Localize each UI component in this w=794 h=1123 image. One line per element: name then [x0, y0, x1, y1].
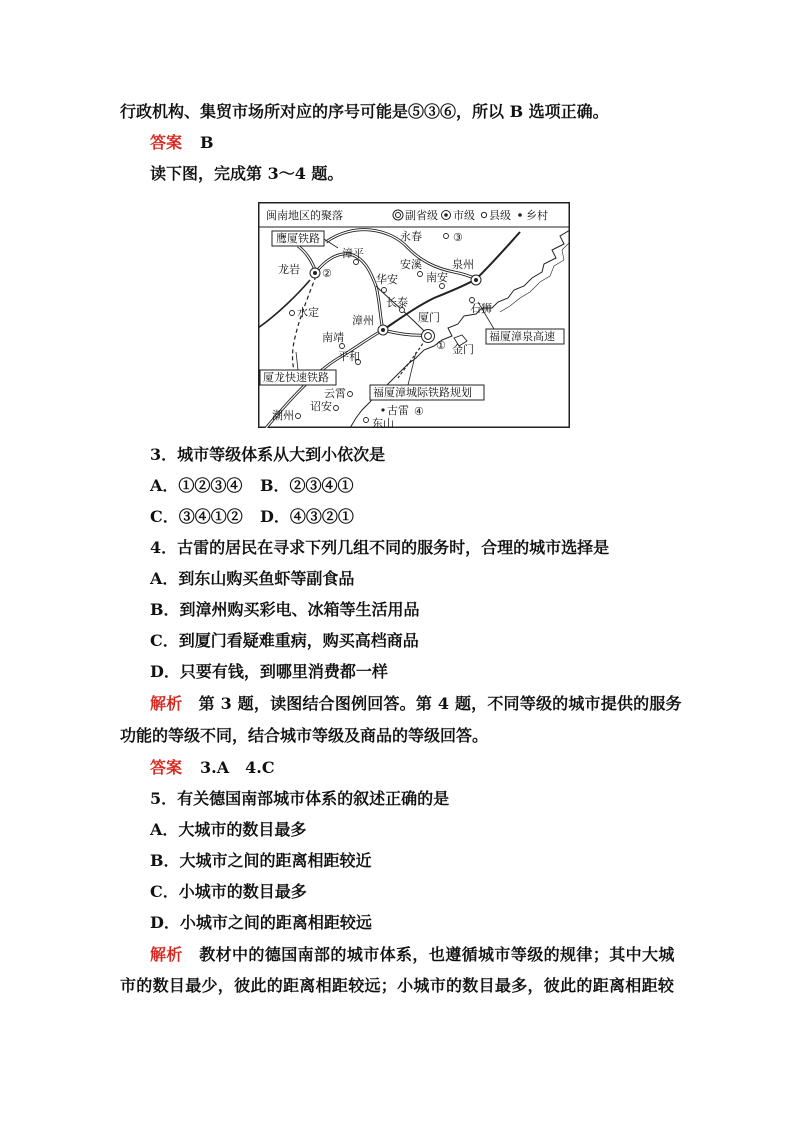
explanation-label: 解析 — [150, 694, 183, 713]
legend-label-county: 县级 — [489, 209, 511, 222]
answer-line-q3-4 — [150, 757, 275, 779]
q5-option-b: B．大城市之间的距离相距较近 — [150, 851, 372, 870]
svg-text:福厦漳城际铁路规划: 福厦漳城际铁路规划 — [373, 386, 472, 399]
answer-label: 答案 — [150, 133, 183, 152]
place-nanjing: 南靖 — [322, 331, 344, 344]
q4-option-b: B．到漳州购买彩电、冰箱等生活用品 — [150, 600, 420, 619]
anxi-symbol — [418, 272, 423, 277]
place-gulei: 古雷 — [387, 404, 409, 417]
q3-4-explanation-line-2: 功能的等级不同，结合城市等级及商品的等级回答。 — [120, 726, 489, 745]
intercity-railway-plan-label-box — [370, 385, 484, 400]
xiamen-symbol — [422, 330, 435, 343]
legend-label-village: 乡村 — [526, 209, 548, 222]
zhangzhou-symbol — [378, 325, 388, 335]
place-pinghe: 平和 — [338, 350, 360, 363]
place-nanan: 南安 — [426, 271, 448, 284]
dongshan-symbol — [364, 418, 369, 423]
longyan-symbol — [310, 268, 320, 278]
q3-stem: 3．城市等级体系从大到小依次是 — [150, 445, 386, 464]
q4-option-a: A．到东山购买鱼虾等副食品 — [150, 569, 355, 588]
q5-stem: 5．有关德国南部城市体系的叙述正确的是 — [150, 789, 450, 808]
place-zhangzhou: 漳州 — [352, 314, 374, 327]
yongchun-symbol — [444, 234, 449, 239]
huaan-symbol — [382, 288, 387, 293]
place-zhangping: 漳平 — [342, 247, 364, 260]
q3-option-b: B．②③④① — [260, 476, 354, 495]
legend-label-prefecture: 市级 — [453, 209, 475, 222]
place-zhaoan: 诏安 — [310, 400, 332, 413]
q3-option-a: A．①②③④ — [150, 476, 243, 495]
place-huaan: 华安 — [376, 273, 398, 286]
place-yongchun: 永春 — [400, 230, 422, 243]
place-shishi: 石狮 — [470, 302, 492, 315]
place-yongding: 水定 — [297, 306, 319, 319]
zhaoan-symbol — [334, 406, 339, 411]
nanan-symbol — [440, 284, 445, 289]
place-xiamen: 厦门 — [418, 311, 440, 324]
q5-option-a: A．大城市的数目最多 — [150, 820, 307, 839]
yunxiao-symbol — [348, 392, 353, 397]
place-dongshan: 东山 — [372, 417, 394, 428]
yongding-symbol — [290, 311, 295, 316]
q3-options-row-2 — [150, 506, 354, 528]
q5-option-d: D．小城市之间的距离相距较远 — [150, 913, 372, 932]
q5-explanation-line-1 — [150, 944, 675, 966]
place-longyan: 龙岩 — [278, 263, 300, 276]
yingxia-railway-label-box — [272, 231, 324, 246]
q4-option-c: C．到厦门看疑难重病，购买高档商品 — [150, 631, 419, 650]
marker-4: ④ — [414, 405, 424, 418]
place-quanzhou: 泉州 — [452, 258, 474, 271]
answer-label: 答案 — [150, 758, 183, 777]
chaozhou-symbol — [296, 414, 301, 419]
place-changtai: 长泰 — [386, 296, 408, 309]
legend-label-deputy-provincial: 副省级 — [405, 209, 438, 222]
svg-text:鹰厦铁路: 鹰厦铁路 — [276, 232, 320, 245]
marker-1: ① — [436, 339, 446, 352]
place-anxi: 安溪 — [400, 258, 422, 271]
place-jinmen: 金门 — [452, 343, 474, 356]
marker-2: ② — [322, 267, 332, 280]
q5-option-c: C．小城市的数目最多 — [150, 882, 307, 901]
answer-value: B — [200, 133, 214, 152]
highway-label-box — [486, 329, 564, 344]
dot-icon — [518, 213, 522, 217]
q3-option-d: D．④③②① — [260, 507, 354, 526]
explanation-text: 第 3 题，读图结合图例回答。第 4 题，不同等级的城市提供的服务 — [182, 694, 682, 713]
place-yunxiao: 云霄 — [324, 387, 346, 400]
q4-stem: 4．古雷的居民在寻求下列几组不同的服务时，合理的城市选择是 — [150, 538, 610, 557]
map-title: 闽南地区的聚落 — [266, 209, 343, 222]
q5-explanation-line-2: 市的数目最少，彼此的距离相距较远；小城市的数目最多，彼此的距离相距较 — [120, 976, 675, 995]
quanzhou-symbol — [471, 275, 481, 285]
place-chaozhou: 潮州 — [272, 409, 294, 422]
gulei-symbol — [381, 408, 384, 411]
answer-line-q2 — [150, 132, 214, 154]
minnan-settlement-map — [258, 202, 570, 428]
q3-4-explanation-line-1 — [150, 693, 682, 715]
svg-text:厦龙快速铁路: 厦龙快速铁路 — [263, 371, 329, 384]
q4-option-d: D．只要有钱，到哪里消费都一样 — [150, 662, 388, 681]
prev-explanation-line: 行政机构、集贸市场所对应的序号可能是⑤③⑥，所以 B 选项正确。 — [120, 102, 609, 121]
zhangping-symbol — [354, 260, 359, 265]
figure-instruction: 读下图，完成第 3～4 题。 — [150, 164, 344, 183]
svg-text:福厦漳泉高速: 福厦漳泉高速 — [489, 330, 555, 343]
xialong-railway-label-box — [260, 370, 336, 385]
marker-3: ③ — [453, 231, 463, 244]
answer-value: 3.A 4.C — [200, 758, 275, 777]
nanjing-symbol — [340, 344, 345, 349]
explanation-label: 解析 — [150, 945, 183, 964]
q3-options-row-1 — [150, 475, 354, 497]
q3-option-c: C．③④①② — [150, 507, 243, 526]
explanation-text: 教材中的德国南部的城市体系，也遵循城市等级的规律；其中大城 — [182, 945, 675, 964]
